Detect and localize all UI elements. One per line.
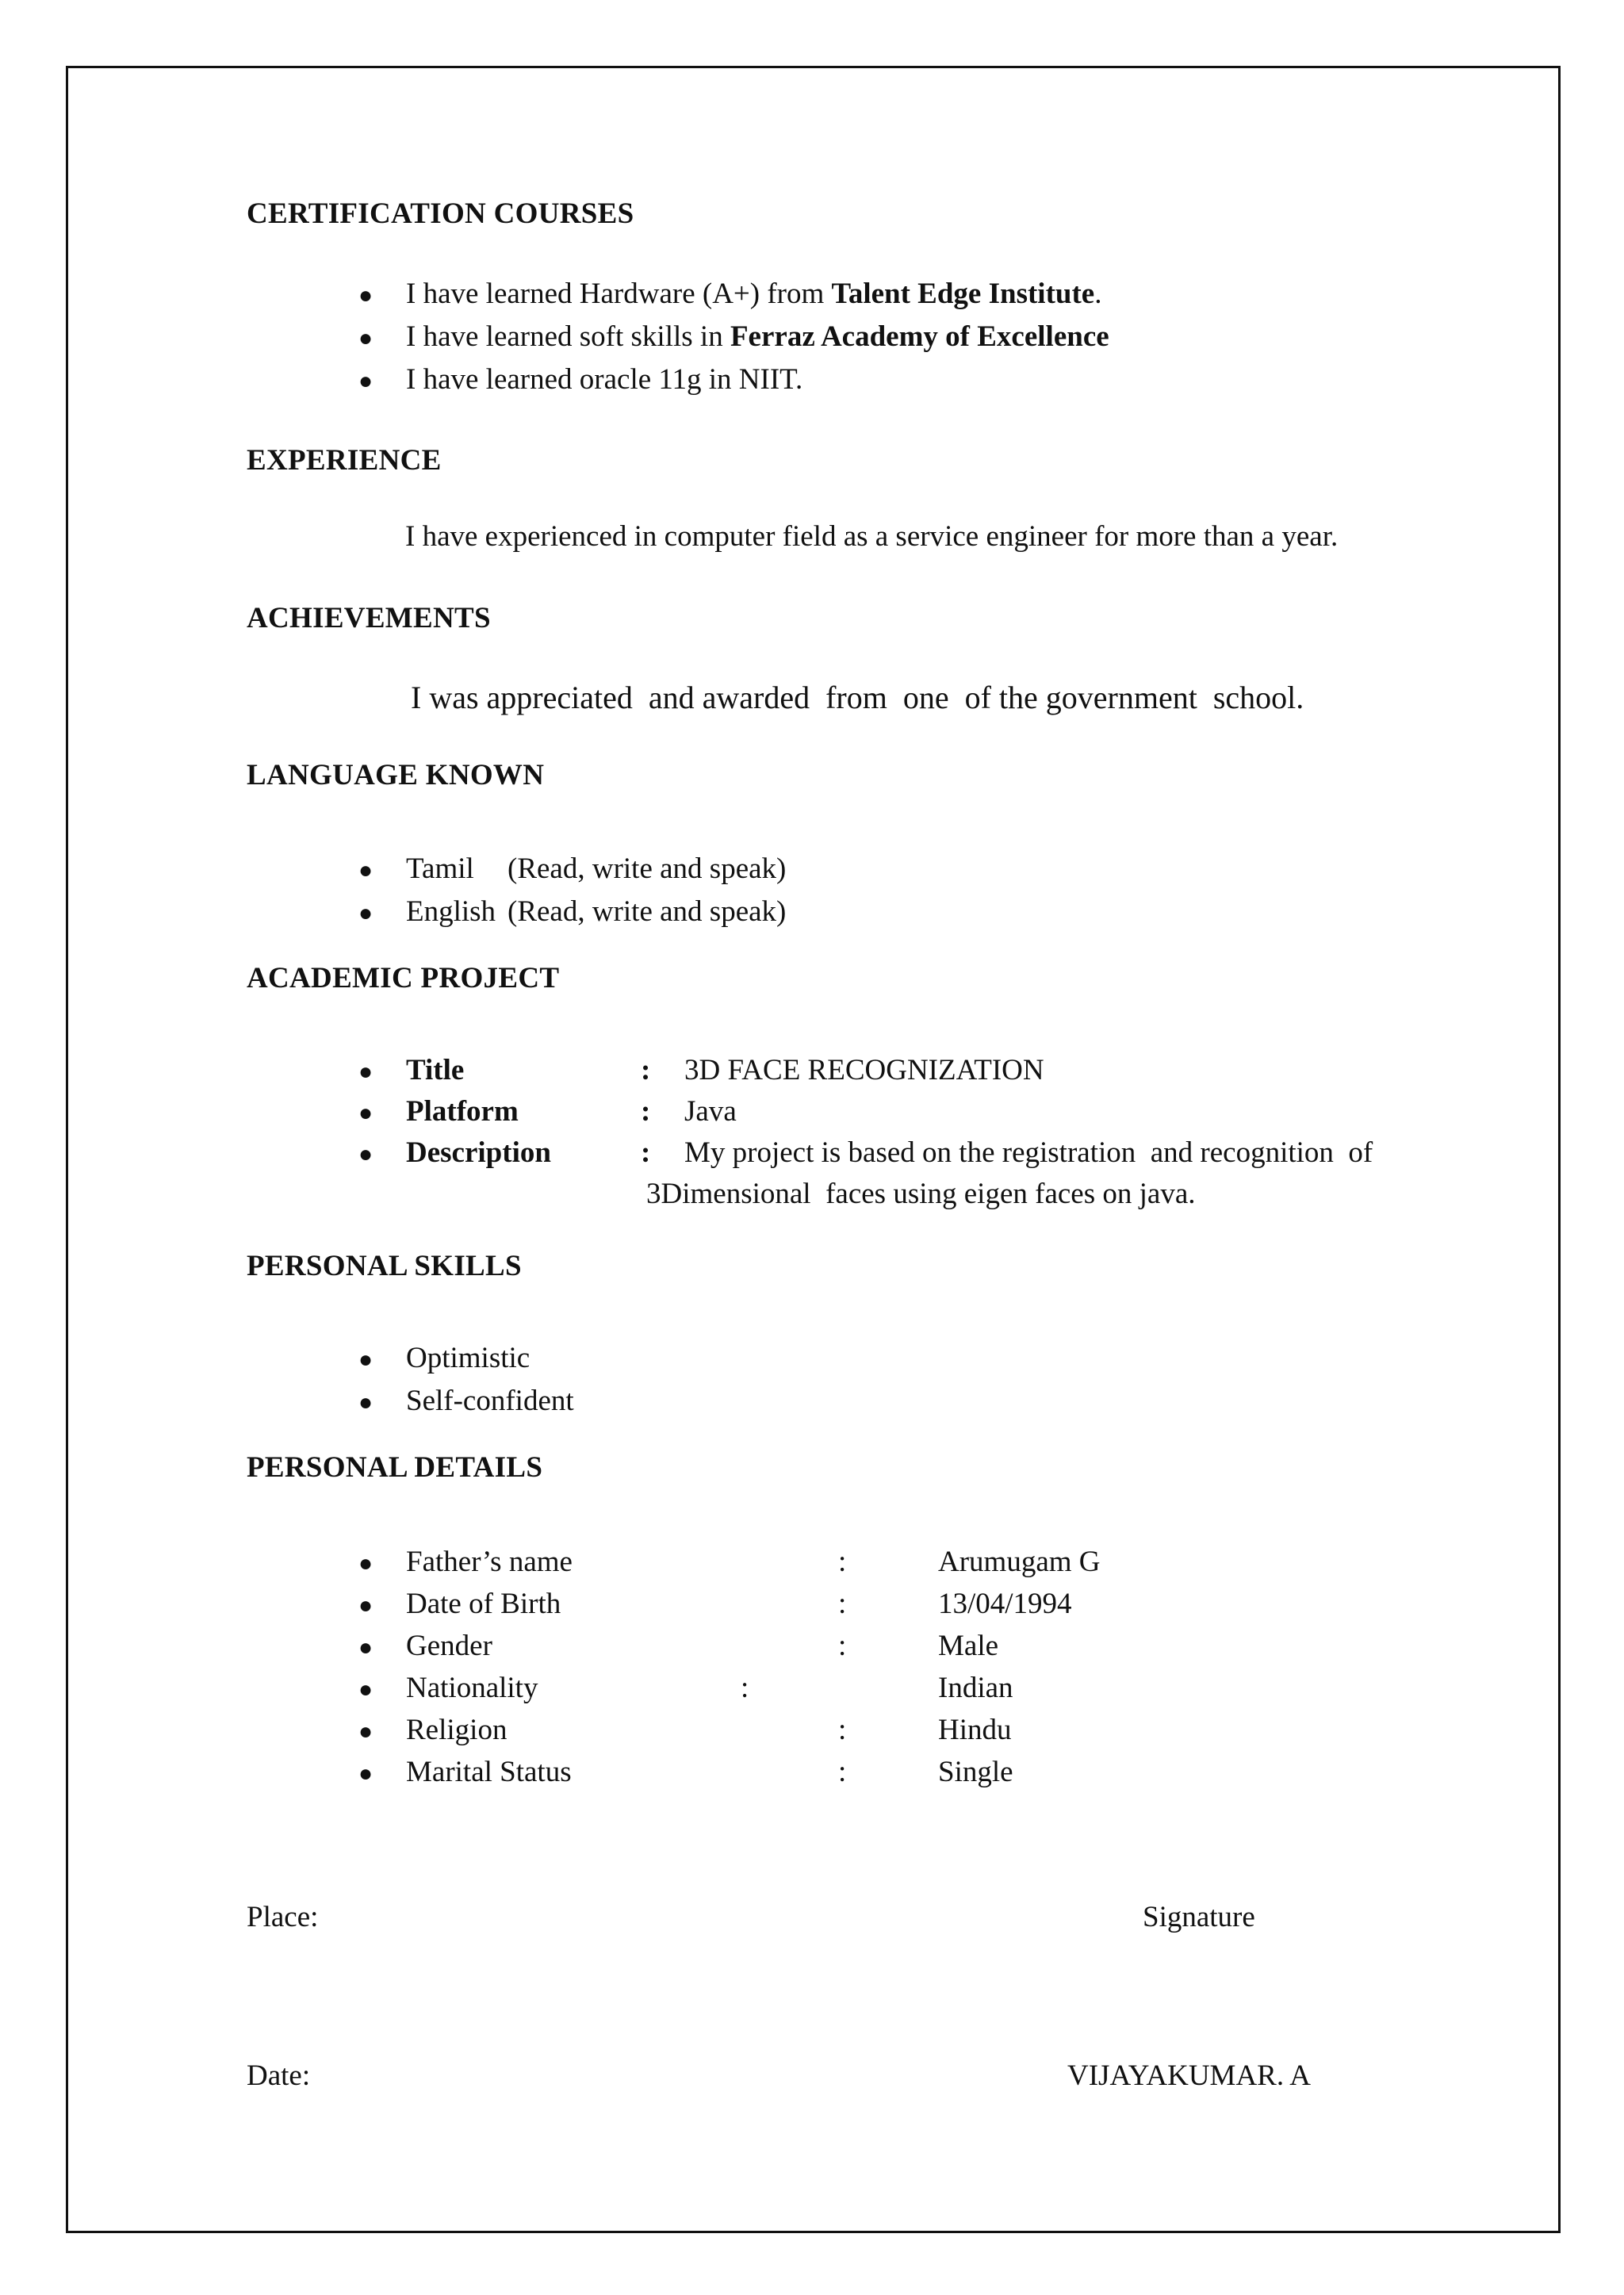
detail-value: Arumugam G (938, 1546, 1101, 1578)
project-label: Title (406, 1054, 465, 1086)
achievements-heading: ACHIEVEMENTS (247, 602, 491, 634)
detail-colon: : (838, 1756, 847, 1788)
bullet: ● (358, 1059, 373, 1085)
project-label: Description (406, 1136, 551, 1169)
bullet: ● (358, 282, 373, 308)
signature-label: Signature (1143, 1901, 1255, 1933)
certification-item: I have learned Hardware (A+) from Talent Edge Institute. (406, 278, 1102, 310)
detail-colon: : (838, 1546, 847, 1578)
experience-text: I have experienced in computer field as a service engineer for more than a year. (405, 520, 1339, 553)
bullet: ● (358, 1389, 373, 1416)
project-colon: : (641, 1136, 651, 1169)
bullet: ● (358, 1550, 373, 1577)
bullet: ● (358, 368, 373, 394)
detail-value: Single (938, 1756, 1013, 1788)
certification-item: I have learned soft skills in Ferraz Academy of Excellence (406, 320, 1109, 353)
detail-label: Father’s name (406, 1546, 573, 1578)
date-label: Date: (247, 2059, 311, 2092)
bullet: ● (358, 1100, 373, 1126)
skill-item: Optimistic (406, 1342, 530, 1374)
bullet: ● (358, 900, 373, 926)
project-heading: ACADEMIC PROJECT (247, 962, 560, 994)
experience-heading: EXPERIENCE (247, 444, 442, 477)
project-label: Platform (406, 1095, 519, 1128)
project-value: Java (684, 1095, 737, 1128)
detail-colon: : (741, 1672, 749, 1704)
detail-value: Hindu (938, 1714, 1012, 1746)
detail-colon: : (838, 1630, 847, 1662)
detail-label: Nationality (406, 1672, 538, 1704)
language-detail: (Read, write and speak) (508, 852, 787, 885)
skill-item: Self-confident (406, 1385, 574, 1417)
detail-label: Date of Birth (406, 1588, 561, 1620)
bullet: ● (358, 1718, 373, 1745)
bullet: ● (358, 857, 373, 883)
project-description-continued: 3Dimensional faces using eigen faces on java. (646, 1178, 1196, 1210)
achievements-text: I was appreciated and awarded from one of the government school. (411, 680, 1304, 715)
languages-heading: LANGUAGE KNOWN (247, 759, 545, 791)
detail-label: Marital Status (406, 1756, 572, 1788)
certification-heading: CERTIFICATION COURSES (247, 197, 634, 230)
bullet: ● (358, 1634, 373, 1661)
detail-colon: : (838, 1714, 847, 1746)
detail-value: Male (938, 1630, 999, 1662)
detail-label: Religion (406, 1714, 508, 1746)
project-colon: : (641, 1095, 651, 1128)
language-detail: (Read, write and speak) (508, 895, 787, 928)
bullet: ● (358, 1676, 373, 1703)
place-label: Place: (247, 1901, 319, 1933)
project-value: 3D FACE RECOGNIZATION (684, 1054, 1044, 1086)
language-name: English (406, 895, 496, 928)
bullet: ● (358, 1761, 373, 1787)
detail-label: Gender (406, 1630, 492, 1662)
detail-value: Indian (938, 1672, 1013, 1704)
bullet: ● (358, 325, 373, 351)
detail-value: 13/04/1994 (938, 1588, 1072, 1620)
skills-heading: PERSONAL SKILLS (247, 1250, 522, 1282)
signatory-name: VIJAYAKUMAR. A (1067, 2059, 1312, 2092)
bullet: ● (358, 1592, 373, 1619)
language-name: Tamil (406, 852, 474, 885)
certification-item: I have learned oracle 11g in NIIT. (406, 363, 803, 396)
project-colon: : (641, 1054, 651, 1086)
detail-colon: : (838, 1588, 847, 1620)
details-heading: PERSONAL DETAILS (247, 1451, 543, 1484)
bullet: ● (358, 1347, 373, 1373)
project-value: My project is based on the registration and recognition of (684, 1136, 1373, 1169)
bullet: ● (358, 1141, 373, 1167)
